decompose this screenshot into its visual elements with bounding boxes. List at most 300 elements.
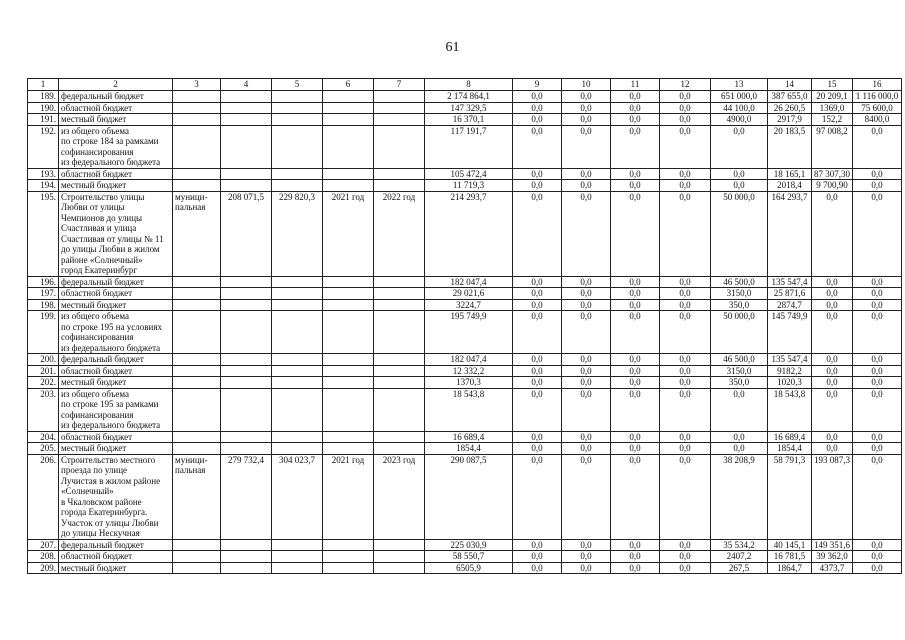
table-cell: 0,0 — [513, 354, 562, 366]
header-cell: 16 — [853, 79, 902, 91]
table-cell — [374, 180, 425, 192]
header-cell: 9 — [513, 79, 562, 91]
table-cell: 0,0 — [812, 354, 853, 366]
table-cell: 18 543,8 — [425, 388, 513, 431]
table-cell: 2874,7 — [768, 299, 812, 311]
table-cell: 0,0 — [660, 191, 711, 276]
table-header — [28, 79, 902, 91]
table-cell — [173, 365, 221, 377]
header-cell: 6 — [323, 79, 374, 91]
row-number: 192. — [28, 125, 59, 168]
table-cell: 0,0 — [660, 365, 711, 377]
table-cell — [173, 377, 221, 389]
table-cell: 0,0 — [660, 168, 711, 180]
table-cell: 0,0 — [660, 354, 711, 366]
table-cell — [221, 114, 272, 126]
table-cell: 50 000,0 — [711, 191, 768, 276]
table-cell: 0,0 — [711, 443, 768, 455]
table-cell: 0,0 — [611, 168, 660, 180]
table-row — [28, 454, 902, 539]
row-description: федеральный бюджет — [59, 539, 173, 551]
row-description: местный бюджет — [59, 299, 173, 311]
table-cell: 0,0 — [562, 539, 611, 551]
table-cell: 0,0 — [611, 539, 660, 551]
table-cell: 0,0 — [853, 276, 902, 288]
row-number: 200. — [28, 354, 59, 366]
table-cell: 0,0 — [711, 125, 768, 168]
table-cell: 16 781,5 — [768, 551, 812, 563]
table-row — [28, 311, 902, 354]
table-cell: 0,0 — [711, 431, 768, 443]
table-row — [28, 191, 902, 276]
table-cell: 267,5 — [711, 562, 768, 574]
table-cell — [173, 168, 221, 180]
table-cell: 0,0 — [611, 114, 660, 126]
table-row — [28, 431, 902, 443]
table-cell: 0,0 — [660, 102, 711, 114]
table-cell — [323, 125, 374, 168]
table-cell: 0,0 — [660, 388, 711, 431]
table-cell — [272, 377, 323, 389]
table-cell: 26 260,5 — [768, 102, 812, 114]
table-cell — [323, 276, 374, 288]
table-cell: 0,0 — [611, 125, 660, 168]
table-cell: 1854,4 — [425, 443, 513, 455]
table-cell: 2407,2 — [711, 551, 768, 563]
table-cell — [374, 388, 425, 431]
table-cell: 0,0 — [562, 191, 611, 276]
table-cell — [221, 443, 272, 455]
table-cell: 350,0 — [711, 377, 768, 389]
table-cell: 0,0 — [812, 276, 853, 288]
table-cell — [173, 539, 221, 551]
table-cell: 0,0 — [611, 102, 660, 114]
table-cell: 0,0 — [611, 288, 660, 300]
table-cell — [173, 91, 221, 103]
table-cell — [374, 311, 425, 354]
table-cell: 9 700,90 — [812, 180, 853, 192]
table-cell: 0,0 — [562, 180, 611, 192]
table-cell: 229 820,3 — [272, 191, 323, 276]
table-cell — [374, 299, 425, 311]
table-cell: 11 719,3 — [425, 180, 513, 192]
table-cell: 0,0 — [513, 377, 562, 389]
table-cell: 651 000,0 — [711, 91, 768, 103]
table-cell: 195 749,9 — [425, 311, 513, 354]
table-cell: 0,0 — [660, 91, 711, 103]
table-row — [28, 377, 902, 389]
row-description: Строительство улицы Любви от улицы Чемпионов до улицы Счастливая и улица Счастливая от улицы № 11 до улицы Любви в жилом районе «Солнечный» город Екатеринбург — [59, 191, 173, 276]
table-cell — [272, 168, 323, 180]
table-cell: 1369,0 — [812, 102, 853, 114]
table-cell — [221, 299, 272, 311]
table-cell: 0,0 — [513, 551, 562, 563]
table-cell: 152,2 — [812, 114, 853, 126]
row-number: 194. — [28, 180, 59, 192]
table-cell: 0,0 — [660, 431, 711, 443]
row-description: местный бюджет — [59, 180, 173, 192]
table-cell: 0,0 — [562, 288, 611, 300]
row-number: 195. — [28, 191, 59, 276]
table-cell: 0,0 — [562, 365, 611, 377]
table-cell: 2018,4 — [768, 180, 812, 192]
table-cell — [221, 288, 272, 300]
table-cell: 58 791,3 — [768, 454, 812, 539]
table-cell: 46 500,0 — [711, 354, 768, 366]
table-cell: 16 689,4 — [768, 431, 812, 443]
table-cell — [221, 377, 272, 389]
table-cell — [374, 562, 425, 574]
header-cell: 12 — [660, 79, 711, 91]
row-description: местный бюджет — [59, 443, 173, 455]
table-cell: 0,0 — [562, 454, 611, 539]
table-cell — [272, 388, 323, 431]
table-cell: 0,0 — [611, 180, 660, 192]
table-cell — [221, 388, 272, 431]
table-cell: 97 008,2 — [812, 125, 853, 168]
table-cell — [323, 562, 374, 574]
table-cell: 18 165,1 — [768, 168, 812, 180]
table-cell: 279 732,4 — [221, 454, 272, 539]
table-cell: 0,0 — [513, 431, 562, 443]
table-cell — [272, 91, 323, 103]
table-cell — [374, 288, 425, 300]
row-description: областной бюджет — [59, 102, 173, 114]
table-cell: 0,0 — [660, 311, 711, 354]
row-number: 209. — [28, 562, 59, 574]
table-cell: 135 547,4 — [768, 354, 812, 366]
table-cell: 0,0 — [812, 443, 853, 455]
table-cell: 0,0 — [513, 191, 562, 276]
table-cell — [173, 311, 221, 354]
table-cell: 35 534,2 — [711, 539, 768, 551]
table-cell: 145 749,9 — [768, 311, 812, 354]
table-cell: 39 362,0 — [812, 551, 853, 563]
table-cell — [221, 91, 272, 103]
row-description: местный бюджет — [59, 114, 173, 126]
table-cell: 16 370,1 — [425, 114, 513, 126]
table-cell — [221, 180, 272, 192]
table-cell: 0,0 — [513, 276, 562, 288]
table-cell — [173, 431, 221, 443]
table-cell — [374, 91, 425, 103]
table-cell: 0,0 — [660, 276, 711, 288]
table-cell: 0,0 — [562, 443, 611, 455]
table-cell — [323, 168, 374, 180]
table-cell: 0,0 — [562, 377, 611, 389]
table-cell: 0,0 — [562, 168, 611, 180]
table-cell: 164 293,7 — [768, 191, 812, 276]
table-cell — [323, 114, 374, 126]
table-cell: 0,0 — [660, 180, 711, 192]
table-cell: 2021 год — [323, 191, 374, 276]
table-body — [28, 91, 902, 574]
table-cell: 182 047,4 — [425, 354, 513, 366]
table-cell: 117 191,7 — [425, 125, 513, 168]
table-cell: 0,0 — [611, 276, 660, 288]
table-cell — [323, 388, 374, 431]
table-cell — [374, 551, 425, 563]
table-cell: 20 209,1 — [812, 91, 853, 103]
table-cell: 0,0 — [711, 168, 768, 180]
table-row — [28, 354, 902, 366]
row-description: из общего объема по строке 195 на условиях софинансирования из федерального бюджета — [59, 311, 173, 354]
table-cell — [272, 102, 323, 114]
table-cell: 2021 год — [323, 454, 374, 539]
table-cell — [323, 180, 374, 192]
table-cell: 2023 год — [374, 454, 425, 539]
table-cell: 0,0 — [812, 388, 853, 431]
table-cell — [221, 102, 272, 114]
table-cell — [272, 431, 323, 443]
table-cell: 0,0 — [853, 168, 902, 180]
table-cell: 0,0 — [611, 299, 660, 311]
table-cell — [323, 431, 374, 443]
table-cell: 0,0 — [611, 365, 660, 377]
header-cell: 5 — [272, 79, 323, 91]
table-cell — [374, 377, 425, 389]
table-cell: 3150,0 — [711, 365, 768, 377]
table-cell — [173, 125, 221, 168]
table-cell: 0,0 — [853, 299, 902, 311]
table-cell — [272, 125, 323, 168]
table-row — [28, 365, 902, 377]
table-cell: 0,0 — [660, 443, 711, 455]
header-cell: 7 — [374, 79, 425, 91]
header-cell: 13 — [711, 79, 768, 91]
table-cell: 0,0 — [853, 443, 902, 455]
row-number: 189. — [28, 91, 59, 103]
table-cell — [272, 562, 323, 574]
row-description: из общего объема по строке 195 за рамками софинансирования из федерального бюджета — [59, 388, 173, 431]
table-cell — [374, 365, 425, 377]
table-cell: 0,0 — [562, 562, 611, 574]
table-row — [28, 102, 902, 114]
table-cell: 18 543,8 — [768, 388, 812, 431]
row-description: федеральный бюджет — [59, 276, 173, 288]
table-row — [28, 168, 902, 180]
header-row — [28, 79, 902, 91]
table-cell — [374, 102, 425, 114]
table-cell: 40 145,1 — [768, 539, 812, 551]
table-cell: 350,0 — [711, 299, 768, 311]
table-cell: 0,0 — [853, 377, 902, 389]
table-cell — [173, 180, 221, 192]
table-cell: 0,0 — [513, 388, 562, 431]
table-cell: 0,0 — [853, 191, 902, 276]
table-cell — [173, 276, 221, 288]
table-cell: 0,0 — [660, 288, 711, 300]
table-cell: 147 329,5 — [425, 102, 513, 114]
row-number: 201. — [28, 365, 59, 377]
table-cell: 1 116 000,0 — [853, 91, 902, 103]
table-cell: 0,0 — [562, 114, 611, 126]
table-cell — [221, 562, 272, 574]
row-description: из общего объема по строке 184 за рамками софинансирования из федерального бюджета — [59, 125, 173, 168]
table-cell: 0,0 — [853, 180, 902, 192]
row-number: 197. — [28, 288, 59, 300]
table-cell — [173, 114, 221, 126]
row-number: 208. — [28, 551, 59, 563]
table-cell — [272, 288, 323, 300]
row-description: местный бюджет — [59, 562, 173, 574]
table-cell: 0,0 — [513, 365, 562, 377]
table-cell: 0,0 — [853, 431, 902, 443]
table-cell — [323, 443, 374, 455]
table-row — [28, 114, 902, 126]
table-cell: 0,0 — [513, 91, 562, 103]
row-description: областной бюджет — [59, 168, 173, 180]
table-cell: 38 208,9 — [711, 454, 768, 539]
table-cell: 0,0 — [562, 125, 611, 168]
table-cell: 3224,7 — [425, 299, 513, 311]
table-row — [28, 276, 902, 288]
row-description: федеральный бюджет — [59, 354, 173, 366]
table-cell: 1864,7 — [768, 562, 812, 574]
table-cell: 0,0 — [611, 311, 660, 354]
table-cell — [374, 539, 425, 551]
table-cell: 87 307,30 — [812, 168, 853, 180]
table-cell — [323, 365, 374, 377]
table-cell: 0,0 — [513, 288, 562, 300]
table-cell: 12 332,2 — [425, 365, 513, 377]
table-cell: муници- пальная — [173, 454, 221, 539]
table-cell: 8400,0 — [853, 114, 902, 126]
table-cell: 0,0 — [611, 551, 660, 563]
table-cell: 0,0 — [812, 288, 853, 300]
table-cell — [272, 354, 323, 366]
table-cell: 0,0 — [812, 311, 853, 354]
table-cell: 0,0 — [611, 191, 660, 276]
table-cell: 4373,7 — [812, 562, 853, 574]
table-cell: 0,0 — [513, 125, 562, 168]
table-cell: 290 087,5 — [425, 454, 513, 539]
row-description: областной бюджет — [59, 431, 173, 443]
table-cell: 0,0 — [513, 102, 562, 114]
table-cell: 0,0 — [562, 431, 611, 443]
table-cell: 0,0 — [812, 191, 853, 276]
table-cell: 0,0 — [853, 125, 902, 168]
table-cell — [323, 299, 374, 311]
table-cell: 0,0 — [611, 454, 660, 539]
table-cell: 0,0 — [562, 91, 611, 103]
table-cell — [221, 168, 272, 180]
table-cell — [323, 377, 374, 389]
table-cell — [374, 276, 425, 288]
table-cell: 0,0 — [812, 299, 853, 311]
table-row — [28, 562, 902, 574]
header-cell: 3 — [173, 79, 221, 91]
row-number: 207. — [28, 539, 59, 551]
table-cell: 75 600,0 — [853, 102, 902, 114]
table-cell — [173, 299, 221, 311]
table-row — [28, 388, 902, 431]
row-description: областной бюджет — [59, 365, 173, 377]
table-cell: 0,0 — [611, 354, 660, 366]
table-cell: 3150,0 — [711, 288, 768, 300]
table-cell: 0,0 — [513, 454, 562, 539]
table-cell: 0,0 — [853, 551, 902, 563]
table-cell: 0,0 — [660, 125, 711, 168]
table-cell — [272, 551, 323, 563]
row-number: 196. — [28, 276, 59, 288]
table-cell: 149 351,6 — [812, 539, 853, 551]
table-cell — [374, 168, 425, 180]
table-cell — [323, 91, 374, 103]
table-cell: 0,0 — [562, 551, 611, 563]
table-cell: 0,0 — [711, 388, 768, 431]
row-number: 191. — [28, 114, 59, 126]
row-number: 205. — [28, 443, 59, 455]
table-cell — [173, 562, 221, 574]
header-cell: 1 — [28, 79, 59, 91]
table-cell — [323, 539, 374, 551]
table-cell: 0,0 — [513, 562, 562, 574]
budget-table — [27, 78, 902, 574]
table-cell — [323, 288, 374, 300]
table-cell: 1370,3 — [425, 377, 513, 389]
row-description: федеральный бюджет — [59, 91, 173, 103]
table-cell — [272, 539, 323, 551]
table-cell — [221, 365, 272, 377]
table-cell: 182 047,4 — [425, 276, 513, 288]
table-cell: 135 547,4 — [768, 276, 812, 288]
table-cell: 0,0 — [562, 102, 611, 114]
table-cell — [374, 114, 425, 126]
table-cell: 2022 год — [374, 191, 425, 276]
table-cell — [323, 354, 374, 366]
table-cell — [323, 311, 374, 354]
table-cell: 0,0 — [853, 311, 902, 354]
row-description: областной бюджет — [59, 288, 173, 300]
table-cell — [221, 311, 272, 354]
table-row — [28, 299, 902, 311]
table-row — [28, 125, 902, 168]
table-cell: 1020,3 — [768, 377, 812, 389]
table-cell: 193 087,3 — [812, 454, 853, 539]
header-cell: 14 — [768, 79, 812, 91]
table-row — [28, 180, 902, 192]
table-cell: 0,0 — [562, 276, 611, 288]
table-cell: 2917,9 — [768, 114, 812, 126]
row-number: 203. — [28, 388, 59, 431]
header-cell: 11 — [611, 79, 660, 91]
table-row — [28, 551, 902, 563]
table-cell: 0,0 — [812, 365, 853, 377]
table-cell: 44 100,0 — [711, 102, 768, 114]
header-cell: 2 — [59, 79, 173, 91]
table-cell — [173, 551, 221, 563]
table-row — [28, 539, 902, 551]
table-cell: 0,0 — [660, 377, 711, 389]
table-cell — [374, 443, 425, 455]
row-number: 193. — [28, 168, 59, 180]
table-cell: 0,0 — [812, 431, 853, 443]
table-cell — [221, 539, 272, 551]
table-cell: 20 183,5 — [768, 125, 812, 168]
table-cell: 0,0 — [660, 562, 711, 574]
row-description: местный бюджет — [59, 377, 173, 389]
table-cell — [272, 276, 323, 288]
row-number: 199. — [28, 311, 59, 354]
row-number: 202. — [28, 377, 59, 389]
table-cell: 304 023,7 — [272, 454, 323, 539]
table-cell: 9182,2 — [768, 365, 812, 377]
table-cell — [173, 443, 221, 455]
table-cell: 6505,9 — [425, 562, 513, 574]
table-cell: 0,0 — [853, 454, 902, 539]
table-cell: 0,0 — [853, 354, 902, 366]
